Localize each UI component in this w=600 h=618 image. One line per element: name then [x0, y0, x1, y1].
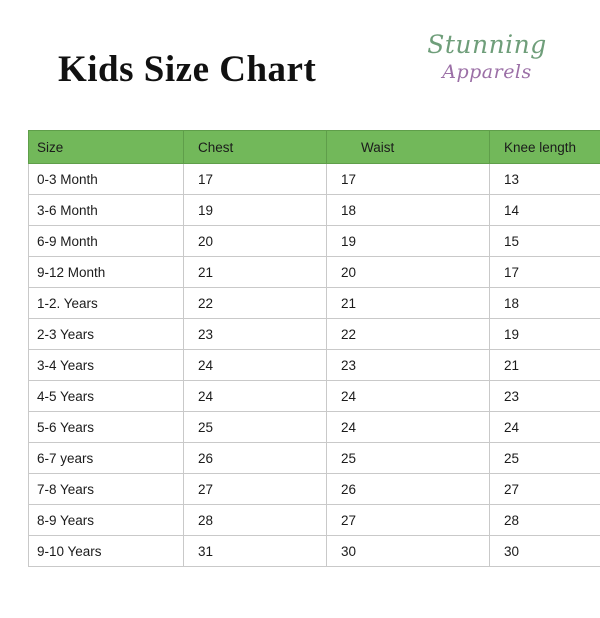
page-header	[0, 0, 600, 115]
cell-waist: 21	[327, 288, 490, 319]
page-title: Kids Size Chart	[58, 49, 317, 90]
size-chart-table-wrapper	[28, 130, 577, 567]
cell-size: 7-8 Years	[29, 474, 184, 505]
cell-knee-length: 18	[490, 288, 600, 319]
size-chart-table	[28, 130, 600, 567]
cell-waist: 18	[327, 195, 490, 226]
cell-chest: 19	[184, 195, 327, 226]
cell-size: 6-7 years	[29, 443, 184, 474]
cell-knee-length: 21	[490, 350, 600, 381]
cell-knee-length: 15	[490, 226, 600, 257]
cell-waist: 20	[327, 257, 490, 288]
brand-logo-line2: Apparels	[442, 61, 532, 83]
cell-knee-length: 23	[490, 381, 600, 412]
column-header-chest: Chest	[184, 131, 327, 164]
cell-chest: 28	[184, 505, 327, 536]
cell-size: 9-10 Years	[29, 536, 184, 567]
table-row	[29, 164, 600, 195]
cell-waist: 19	[327, 226, 490, 257]
brand-logo-line1: Stunning	[427, 30, 547, 59]
table-body	[29, 164, 600, 567]
table-row	[29, 226, 600, 257]
cell-chest: 17	[184, 164, 327, 195]
cell-size: 5-6 Years	[29, 412, 184, 443]
cell-waist: 30	[327, 536, 490, 567]
cell-size: 6-9 Month	[29, 226, 184, 257]
table-row	[29, 257, 600, 288]
cell-knee-length: 28	[490, 505, 600, 536]
cell-size: 0-3 Month	[29, 164, 184, 195]
cell-knee-length: 25	[490, 443, 600, 474]
table-row	[29, 319, 600, 350]
cell-waist: 26	[327, 474, 490, 505]
table-row	[29, 350, 600, 381]
cell-size: 9-12 Month	[29, 257, 184, 288]
cell-knee-length: 14	[490, 195, 600, 226]
cell-waist: 22	[327, 319, 490, 350]
brand-logo	[422, 32, 552, 82]
table-row	[29, 288, 600, 319]
cell-size: 8-9 Years	[29, 505, 184, 536]
cell-chest: 24	[184, 381, 327, 412]
cell-knee-length: 27	[490, 474, 600, 505]
cell-waist: 23	[327, 350, 490, 381]
cell-size: 1-2. Years	[29, 288, 184, 319]
table-row	[29, 381, 600, 412]
cell-knee-length: 19	[490, 319, 600, 350]
table-header-row	[29, 131, 600, 164]
cell-chest: 27	[184, 474, 327, 505]
cell-knee-length: 24	[490, 412, 600, 443]
cell-chest: 20	[184, 226, 327, 257]
cell-chest: 24	[184, 350, 327, 381]
table-row	[29, 474, 600, 505]
cell-waist: 27	[327, 505, 490, 536]
cell-waist: 17	[327, 164, 490, 195]
cell-size: 2-3 Years	[29, 319, 184, 350]
cell-waist: 24	[327, 381, 490, 412]
table-row	[29, 195, 600, 226]
cell-chest: 21	[184, 257, 327, 288]
cell-chest: 23	[184, 319, 327, 350]
table-row	[29, 536, 600, 567]
column-header-size: Size	[29, 131, 184, 164]
table-row	[29, 505, 600, 536]
cell-size: 3-6 Month	[29, 195, 184, 226]
cell-chest: 31	[184, 536, 327, 567]
column-header-knee-length: Knee length	[490, 131, 600, 164]
cell-knee-length: 13	[490, 164, 600, 195]
cell-waist: 24	[327, 412, 490, 443]
cell-knee-length: 17	[490, 257, 600, 288]
cell-chest: 26	[184, 443, 327, 474]
table-row	[29, 412, 600, 443]
cell-knee-length: 30	[490, 536, 600, 567]
column-header-waist: Waist	[327, 131, 490, 164]
cell-waist: 25	[327, 443, 490, 474]
table-row	[29, 443, 600, 474]
cell-size: 4-5 Years	[29, 381, 184, 412]
cell-size: 3-4 Years	[29, 350, 184, 381]
table-header	[29, 131, 600, 164]
cell-chest: 22	[184, 288, 327, 319]
cell-chest: 25	[184, 412, 327, 443]
